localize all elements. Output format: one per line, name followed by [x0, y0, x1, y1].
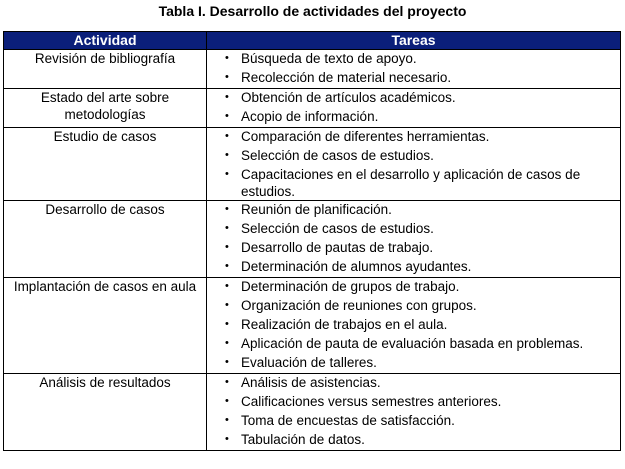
tasks-cell: [207, 201, 621, 278]
table-row: [4, 374, 621, 451]
bullet-icon: •: [225, 149, 229, 161]
tasks-cell: [207, 374, 621, 451]
bullet-icon: •: [225, 52, 229, 64]
bullet-icon: •: [225, 395, 229, 408]
bullet-icon: •: [225, 260, 229, 273]
task-item: [207, 50, 620, 69]
task-text: Recolección de material necesario.: [241, 70, 452, 85]
table-header-row: [4, 32, 621, 50]
task-text: Organización de reuniones con grupos.: [241, 298, 477, 314]
task-list: [207, 374, 620, 450]
table-row: [4, 201, 621, 278]
task-text: Análisis de asistencias.: [241, 375, 381, 391]
table-row: [4, 128, 621, 201]
task-item: [207, 166, 620, 200]
table-row: [4, 89, 621, 128]
task-list: [207, 278, 620, 373]
task-text: Determinación de alumnos ayudantes.: [241, 259, 472, 275]
task-text: Determinación de grupos de trabajo.: [241, 279, 460, 295]
task-text: Selección de casos de estudios.: [241, 221, 434, 237]
task-item: [207, 374, 620, 393]
table-caption: Tabla I. Desarrollo de actividades del proyecto: [158, 3, 467, 19]
task-text: Evaluación de talleres.: [241, 355, 377, 371]
task-text: Comparación de diferentes herramientas.: [241, 129, 490, 144]
bullet-icon: •: [225, 241, 229, 254]
bullet-icon: •: [225, 318, 229, 331]
bullet-icon: •: [225, 91, 229, 103]
task-text: Búsqueda de texto de apoyo.: [241, 51, 417, 66]
task-item: [207, 147, 620, 166]
activity-cell: Desarrollo de casos: [4, 201, 207, 278]
task-text: Calificaciones versus semestres anteriores.: [241, 394, 502, 410]
task-text: Reunión de planificación.: [241, 202, 392, 218]
task-item: [207, 239, 620, 258]
task-item: [207, 201, 620, 220]
tasks-cell: [207, 50, 621, 89]
task-item: [207, 278, 620, 297]
bullet-icon: •: [225, 203, 229, 216]
task-item: [207, 69, 620, 88]
activities-table: [3, 31, 621, 451]
task-list: [207, 89, 620, 127]
task-item: [207, 393, 620, 412]
activity-cell: Revisión de bibliografía: [4, 50, 207, 89]
task-item: [207, 89, 620, 108]
bullet-icon: •: [225, 71, 229, 83]
column-header-activity: Actividad: [4, 32, 207, 50]
task-item: [207, 412, 620, 431]
tasks-cell: [207, 89, 621, 128]
task-text: Realización de trabajos en el aula.: [241, 317, 448, 333]
bullet-icon: •: [225, 280, 229, 293]
activity-cell: Estado del arte sobre metodologías: [4, 89, 207, 128]
bullet-icon: •: [225, 337, 229, 350]
task-item: [207, 128, 620, 147]
task-list: [207, 50, 620, 88]
task-item: [207, 354, 620, 373]
bullet-icon: •: [225, 130, 229, 142]
task-item: [207, 316, 620, 335]
bullet-icon: •: [225, 414, 229, 427]
task-text: Acopio de información.: [241, 109, 379, 124]
activity-cell: Implantación de casos en aula: [4, 278, 207, 374]
bullet-icon: •: [225, 376, 229, 389]
bullet-icon: •: [225, 222, 229, 235]
task-item: [207, 220, 620, 239]
bullet-icon: •: [225, 433, 229, 446]
task-item: [207, 258, 620, 277]
tasks-cell: [207, 128, 621, 201]
task-item: [207, 431, 620, 450]
activity-cell: Análisis de resultados: [4, 374, 207, 451]
bullet-icon: •: [225, 110, 229, 122]
task-text: Obtención de artículos académicos.: [241, 90, 456, 105]
bullet-icon: •: [225, 299, 229, 312]
task-list: [207, 128, 620, 200]
task-item: [207, 335, 620, 354]
task-text: Desarrollo de pautas de trabajo.: [241, 240, 434, 256]
task-text: Tabulación de datos.: [241, 432, 365, 448]
bullet-icon: •: [225, 356, 229, 369]
bullet-icon: •: [225, 168, 229, 180]
task-text: Selección de casos de estudios.: [241, 148, 434, 163]
task-item: [207, 297, 620, 316]
task-text: Aplicación de pauta de evaluación basada en problemas.: [241, 336, 584, 352]
task-list: [207, 201, 620, 277]
table-row: [4, 50, 621, 89]
column-header-tasks: Tareas: [207, 32, 621, 50]
task-item: [207, 108, 620, 127]
table-row: [4, 278, 621, 374]
activity-cell: Estudio de casos: [4, 128, 207, 201]
task-text: Toma de encuestas de satisfacción.: [241, 413, 455, 429]
tasks-cell: [207, 278, 621, 374]
task-text: Capacitaciones en el desarrollo y aplicación de casos de estudios.: [241, 167, 581, 200]
table-body: [4, 50, 621, 451]
